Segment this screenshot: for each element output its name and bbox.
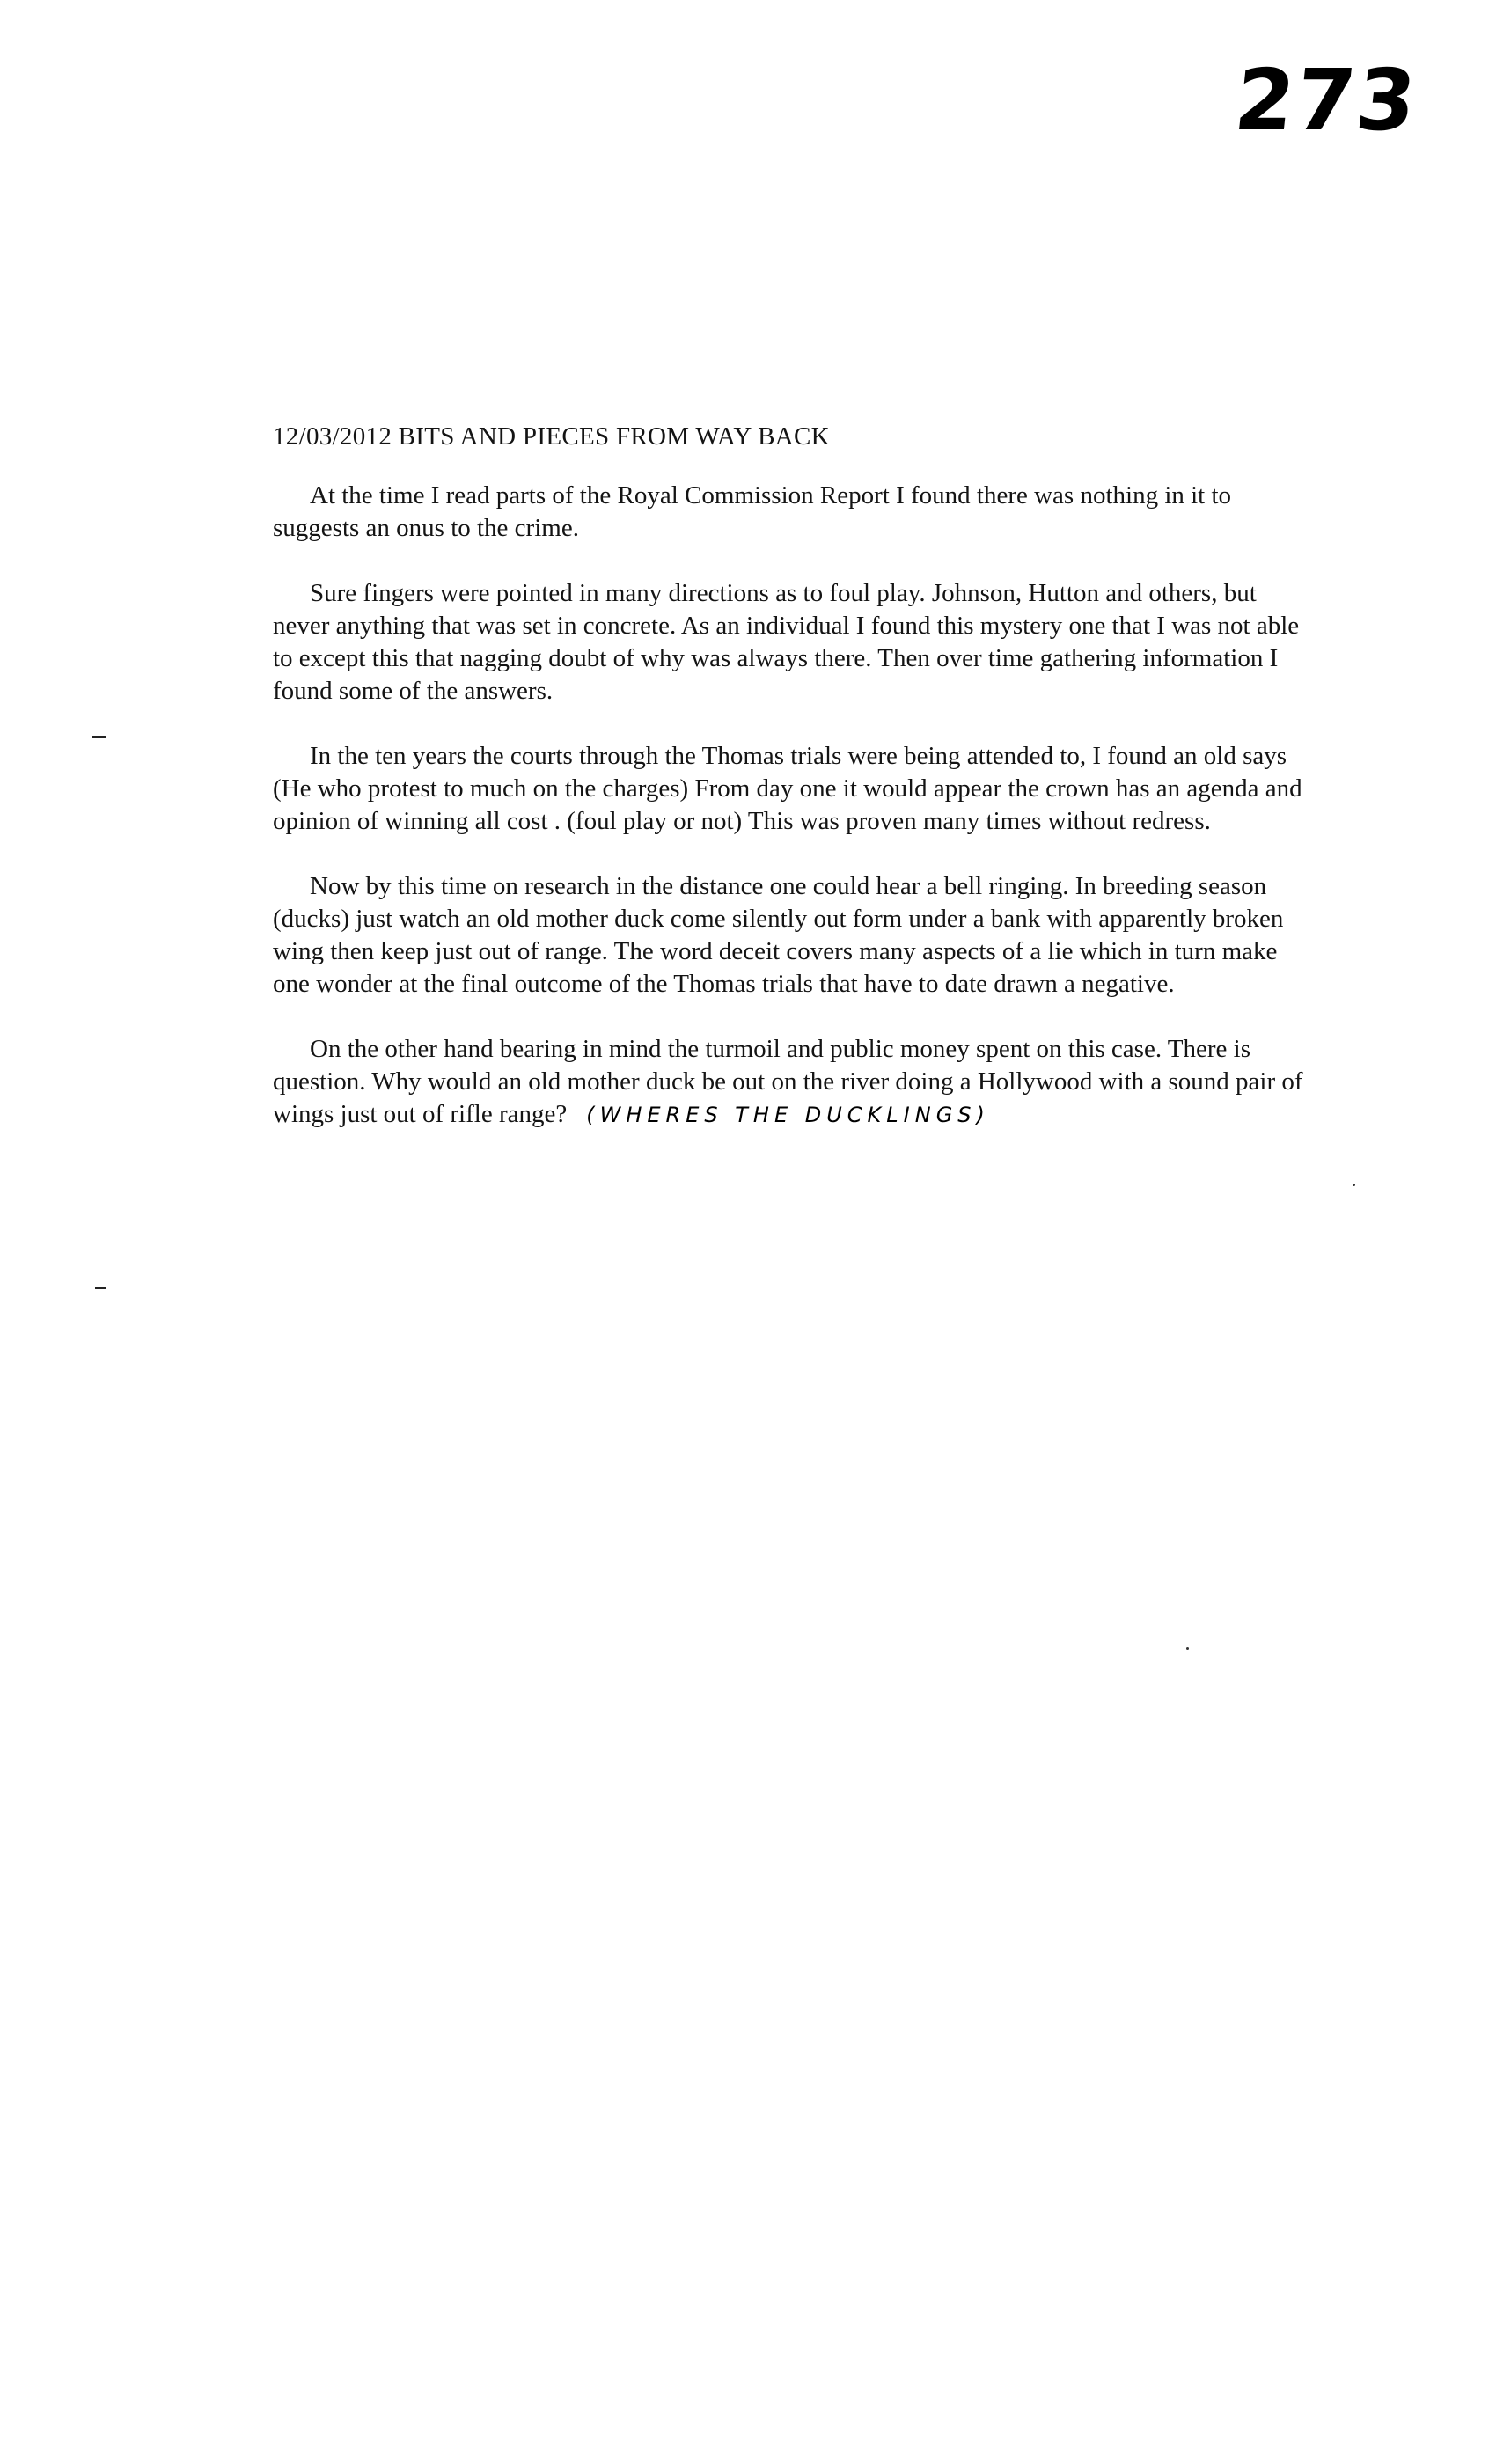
paragraph-4: Now by this time on research in the distance one could hear a bell ringing. In breeding season (ducks) just watch an old mother duck come silently out form under a bank with apparently broken wing then keep just out of range. The word deceit covers many aspects of a lie which in turn make one wonder at the final outcome of the Thomas trials that have to date drawn a negative. <box>273 872 1284 998</box>
document-body <box>273 421 1311 1164</box>
margin-dash <box>95 1287 106 1289</box>
margin-dash <box>92 736 106 738</box>
scan-speck <box>1353 1184 1355 1186</box>
page-number: 273 <box>1229 51 1422 150</box>
scan-speck <box>1186 1647 1189 1650</box>
paragraph-5-text: On the other hand bearing in mind the turmoil and public money spent on this case. There is question. Why would an old mother duck be out on the river doing a Hollywood with a sound pair of wings just out of rifle range? <box>273 1035 1303 1128</box>
paragraph-5 <box>273 1033 1311 1132</box>
paragraph-1: At the time I read parts of the Royal Commission Report I found there was nothing in it to suggests an onus to the crime. <box>273 481 1232 542</box>
handwritten-note: (WHERES THE DUCKLINGS) <box>586 1103 990 1127</box>
paragraph-3: In the ten years the courts through the Thomas trials were being attended to, I found an old says (He who protest to much on the charges) From day one it would appear the crown has an agenda and opinion of winning all cost . (foul play or not) This was proven many times without redress. <box>273 742 1302 835</box>
document-heading: 12/03/2012 BITS AND PIECES FROM WAY BACK <box>273 422 830 451</box>
paragraph-2: Sure fingers were pointed in many directions as to foul play. Johnson, Hutton and others, but never anything that was set in concrete. As an individual I found this mystery one that I was not able to except this that nagging doubt of why was always there. Then over time gathering information I found some of the answers. <box>273 579 1300 705</box>
